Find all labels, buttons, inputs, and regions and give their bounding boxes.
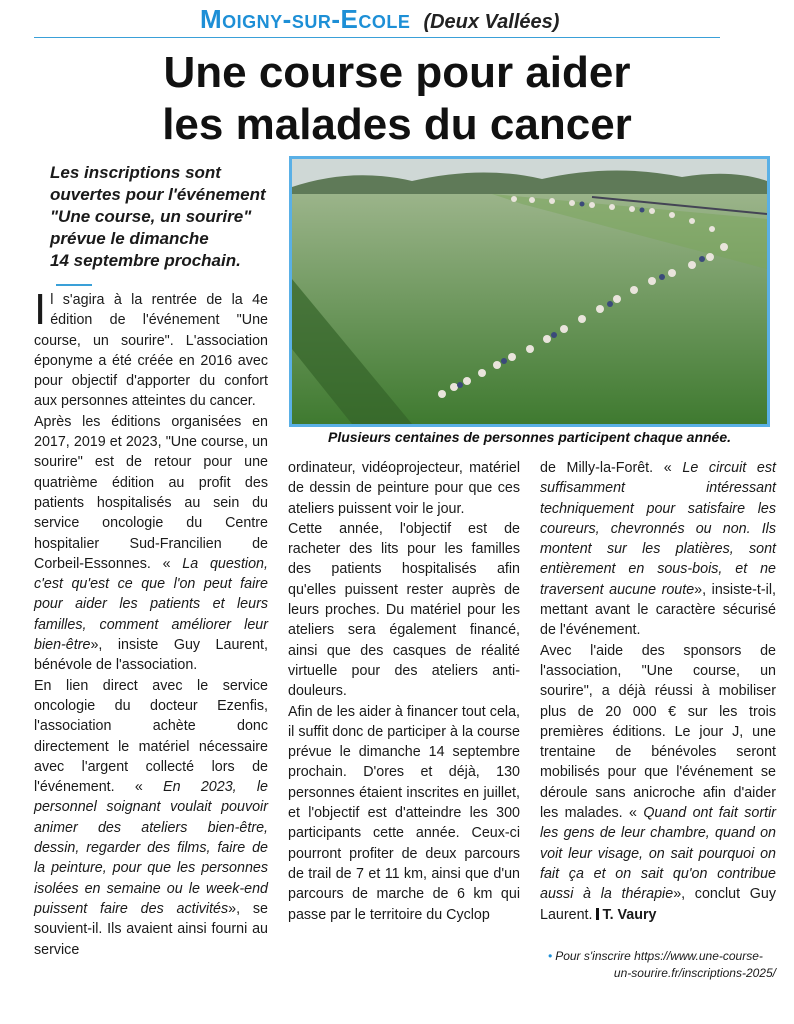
paragraph-text: Après les éditions organisées en 2017, 2019 et 2023, "Une course, un sourire" est de retour pour une quatrième édition au profit des patients hospitalisés au sein du service oncologie du Centre hospitalier Sud-Francilien de Corbeil-Essonnes. « — [34, 413, 268, 572]
lead-line: "Une course, un sourire" — [50, 207, 252, 226]
signature-mark — [596, 908, 599, 920]
paragraph — [34, 676, 268, 960]
headline-line-1: Une course pour aider — [163, 48, 631, 97]
lead-line: ouvertes pour l'événement — [50, 185, 266, 204]
lead-underline — [56, 284, 92, 286]
paragraph-text: de Milly-la-Forêt. « — [540, 460, 672, 476]
note-line-1: Pour s'inscrire https://www.une-course- — [555, 949, 763, 963]
quote: Quand ont fait sortir les gens de leur chambre, quand on voit leur visage, on sait pourquoi on fait ça et on sait qu'on contribue aussi à la thérapie — [540, 805, 777, 903]
paragraph — [540, 641, 776, 925]
article-column-1 — [34, 285, 268, 960]
paragraph-text: l s'agira à la rentrée de la 4e édition de l'événement "Une course, un sourire". L'association éponyme a été créée en 2016 avec pour objectif d'apporter du confort aux personnes atteintes du cancer. — [34, 292, 268, 410]
headline-line-2: les malades du cancer — [162, 100, 632, 149]
note-line-2: un-sourire.fr/inscriptions-2025/ — [613, 965, 776, 980]
photo-caption: Plusieurs centaines de personnes participent chaque année. — [327, 429, 732, 445]
dropcap: I — [34, 285, 47, 334]
article-column-2 — [288, 458, 520, 925]
lead-paragraph — [50, 162, 280, 272]
paragraph — [34, 285, 268, 412]
paragraph-text: Avec l'aide des sponsors de l'association, "Une course, un sourire", a déjà réussi à mobiliser plus de 20 000 € sur les trois premières éditions. Le jour J, une trentaine de bénévoles seront mobilisés pour que l'événement se déroule sans anicroche afin d'aider les malades. « — [540, 642, 776, 822]
lead-line: 14 septembre prochain. — [50, 251, 241, 270]
paragraph: Cette année, l'objectif est de racheter des lits pour les familles des patients hospitalisés afin qu'elles puissent rester auprès de leurs proches. Du matériel pour les ateliers sera également financé, ainsi que des casques de réalité virtuelle pour des ateliers anti-douleurs. — [288, 520, 520, 700]
locality-area: (Deux Vallées) — [423, 11, 560, 33]
article-column-3 — [540, 458, 776, 925]
paragraph-text: », insiste-t-il, mettant avant le caractère sécurisé de l'événement. — [540, 581, 776, 639]
note-bullet: • — [548, 949, 553, 963]
header-rule — [34, 37, 720, 38]
paragraph — [34, 412, 268, 676]
aerial-photo — [289, 156, 770, 427]
paragraph — [540, 458, 776, 641]
aerial-field-illustration — [292, 159, 767, 424]
paragraph-text: », conclut Guy Laurent. — [540, 886, 776, 923]
locality-town: Moigny-sur-Ecole — [200, 4, 411, 34]
registration-note — [548, 948, 776, 981]
quote: Le circuit est suffisamment intéressant techniquement pour satisfaire les coureurs, chevronnés ou non. Ils montent sur les platières, sont entièrement en sous-bois, et ne traversent aucune route — [540, 460, 776, 598]
paragraph-text: En lien direct avec le service oncologie du docteur Ezenfis, l'association achète donc directement le matériel nécessaire avec l'argent collecté lors de l'événement. « — [34, 677, 268, 796]
quote: En 2023, le personnel soignant voulait pouvoir animer des ateliers bien-être, dessin, regarder des films, faire de la peinture, pour que les personnes isolées en semaine ou le week-end puissent faire des activités — [34, 779, 268, 917]
quote: La question, c'est qu'est ce que l'on peut faire pour aider les patients et leurs familles, comment améliorer leur bien-être — [34, 555, 268, 654]
lead-line: prévue le dimanche — [50, 229, 209, 248]
paragraph-text: », se souvient-il. Ils avaient ainsi fourni au service — [34, 900, 268, 958]
author-signature: T. Vaury — [602, 906, 657, 923]
paragraph: ordinateur, vidéoprojecteur, matériel de dessin de peinture pour que ces ateliers puissent voir le jour. — [288, 460, 520, 517]
paragraph: Afin de les aider à financer tout cela, il suffit donc de participer à la course prévue le dimanche 14 septembre prochain. D'ores et déjà, 130 personnes étaient inscrites en juillet, et l'objectif est d'atteindre les 300 participants cette année. Ceux-ci pourront profiter de deux parcours de trail de 7 et 11 km, ainsi que d'un parcours de marche de 6 km qui passe par le territoire du Cyclop — [288, 703, 520, 923]
lead-line: Les inscriptions sont — [50, 163, 221, 182]
locality-header — [200, 4, 559, 35]
paragraph-text: », insiste Guy Laurent, bénévole de l'association. — [34, 637, 268, 674]
